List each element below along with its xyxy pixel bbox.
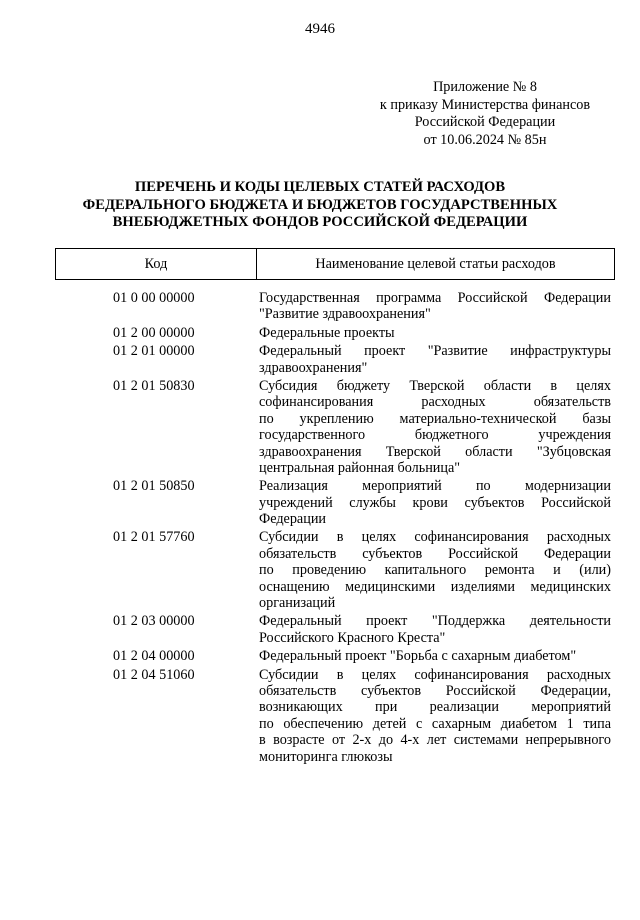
document-title: [40, 179, 600, 232]
title-line: ФЕДЕРАЛЬНОГО БЮДЖЕТА И БЮДЖЕТОВ ГОСУДАРСТВЕННЫХ: [82, 196, 558, 213]
row-name: [259, 529, 611, 611]
row-code: 01 0 00 00000: [113, 290, 195, 306]
row-name-line: Федеральный проект "Развитие инфраструктуры: [259, 343, 611, 360]
table-row: [55, 529, 615, 611]
row-name: [259, 290, 611, 323]
row-name: [259, 648, 611, 664]
row-name: [259, 613, 611, 646]
row-name-line: обязательств субъектов Российской Федерации,: [259, 683, 611, 700]
table-row: [55, 478, 615, 527]
row-name-line: Федеральный проект "Поддержка деятельности: [259, 613, 611, 630]
row-name-line: по проведению капитального ремонта и (или): [259, 562, 611, 579]
row-name: [259, 325, 611, 341]
table-body: [55, 290, 615, 765]
header-code: Код: [56, 249, 257, 279]
row-name-line: Реализация мероприятий по модернизации: [259, 478, 611, 495]
row-name-line: здравоохранения": [259, 359, 368, 376]
row-name-line: софинансирования расходных обязательств: [259, 394, 611, 411]
row-name-line: в возрасте от 2-х до 4-х лет системами непрерывного: [259, 732, 611, 749]
row-name-line: по укреплению материально-технической базы: [259, 410, 611, 427]
row-name-line: Субсидии в целях софинансирования расходных: [259, 666, 611, 683]
row-name: [259, 343, 611, 376]
table-row: [55, 290, 615, 323]
row-name: [259, 378, 611, 476]
row-name-line: Федеральные проекты: [259, 324, 395, 341]
table-row: [55, 648, 615, 664]
row-name-line: организаций: [259, 595, 336, 612]
appendix-line: к приказу Министерства финансов: [379, 96, 591, 113]
row-name-line: оснащению медицинскими изделиями медицинских: [259, 578, 611, 595]
appendix-line: Российской Федерации: [414, 114, 556, 130]
row-name-line: Российского Красного Креста": [259, 629, 446, 646]
table-row: [55, 343, 615, 376]
appendix-block: [360, 79, 610, 149]
row-name-line: Субсидии в целях софинансирования расходных: [259, 529, 611, 546]
row-name-line: Федерации: [259, 511, 327, 528]
row-code: 01 2 01 00000: [113, 343, 195, 360]
table-row: [55, 378, 615, 476]
table-row: [55, 667, 615, 765]
row-name-line: Государственная программа Российской Федерации: [259, 290, 611, 306]
row-name-line: по обеспечению детей с сахарным диабетом 1 типа: [259, 715, 611, 732]
title-line: ВНЕБЮДЖЕТНЫХ ФОНДОВ РОССИЙСКОЙ ФЕДЕРАЦИИ: [112, 214, 528, 230]
table-row: [55, 325, 615, 341]
row-code: 01 2 01 50850: [113, 478, 195, 495]
title-line: ПЕРЕЧЕНЬ И КОДЫ ЦЕЛЕВЫХ СТАТЕЙ РАСХОДОВ: [134, 179, 506, 195]
row-name-line: здравоохранения Тверской области "Зубцовская: [259, 443, 611, 460]
appendix-line: от 10.06.2024 № 85н: [423, 131, 547, 148]
row-name: [259, 667, 611, 765]
table-header: [55, 248, 615, 280]
row-code: 01 2 03 00000: [113, 613, 195, 630]
row-name-line: государственного бюджетного учреждения: [259, 427, 611, 444]
table-row: [55, 613, 615, 646]
row-code: 01 2 04 00000: [113, 648, 195, 665]
row-code: 01 2 04 51060: [113, 666, 195, 683]
row-code: 01 2 01 50830: [113, 377, 195, 394]
row-name-line: мониторинга глюкозы: [259, 748, 393, 765]
row-name-line: обязательств субъектов Российской Федерации: [259, 545, 611, 562]
row-name-line: "Развитие здравоохранения": [259, 306, 431, 323]
row-name-line: Федеральный проект "Борьба с сахарным диабетом": [259, 648, 577, 665]
header-name: Наименование целевой статьи расходов: [315, 256, 556, 272]
page-number: 4946: [305, 21, 335, 37]
row-name-line: Субсидия бюджету Тверской области в целях: [259, 377, 611, 394]
row-name-line: центральная районная больница": [259, 459, 461, 476]
row-name-line: возникающих при реализации мероприятий: [259, 699, 611, 716]
row-code: 01 2 01 57760: [113, 529, 195, 546]
appendix-line: Приложение № 8: [433, 79, 537, 95]
row-code: 01 2 00 00000: [113, 324, 195, 341]
row-name: [259, 478, 611, 527]
row-name-line: учреждений службы крови субъектов Российской: [259, 494, 611, 511]
